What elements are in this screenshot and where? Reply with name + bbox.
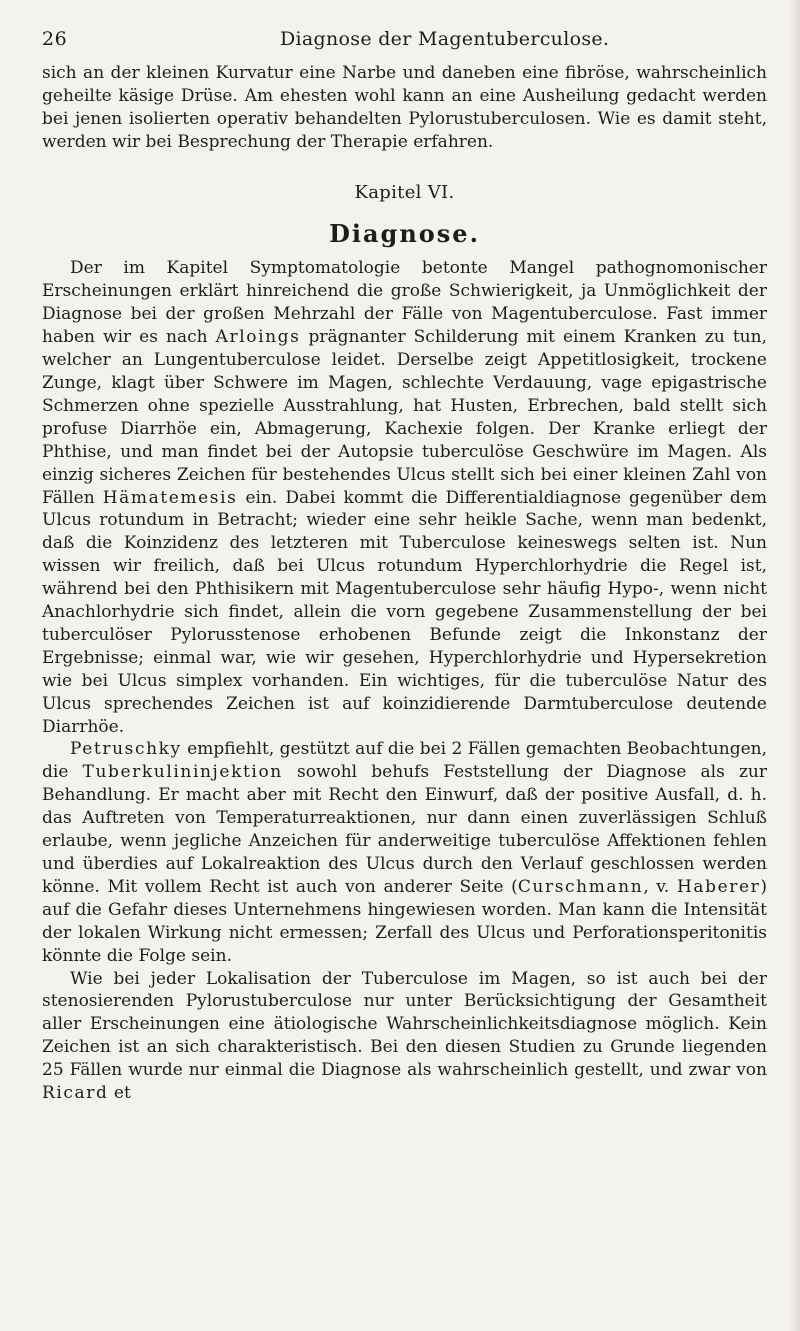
chapter-label: Kapitel VI. (354, 181, 455, 203)
author-haberer: Haberer (676, 876, 761, 897)
term-tuberkulininjektion: Tuberkulininjektion (82, 762, 283, 783)
text-run: prägnanter Schilderung mit einem Kranken zu tun, welcher an Lungentuberculose leidet. Derselbe zeigt Appetitlosigkeit, trockene Zunge, klagt über Schwere im Magen, schlechte Verdauung, vage epigastrische Schmerzen ohne spezielle Ausstrahlung, hat Husten, Erbrechen, bald stellt sich profuse Diarrhöe ein, Abmagerung, Kachexie folgen. Der Kranke erliegt der Phthise, und man findet bei der Autopsie tuberculöse Geschwüre im Magen. Als einzig sicheres Zeichen für bestehendes Ulcus stellt sich bei einer kleinen Zahl von Fällen (42, 327, 767, 508)
intro-paragraph: sich an der kleinen Kurvatur eine Narbe und daneben eine fibröse, wahrscheinlich geheilte käsige Drüse. Am ehesten wohl kann an eine Ausheilung gedacht werden bei jenen isolierten operativ behandelten Pylorustuberculosen. Wie es damit steht, werden wir bei Besprechung der Therapie erfahren. (42, 63, 767, 152)
author-ricard: Ricard (42, 1083, 109, 1104)
text-run: empfiehlt, gestützt auf die bei 2 Fällen gemachten Beobachtungen, die (42, 739, 767, 783)
paragraph-pylorus (42, 968, 767, 1105)
running-header (42, 28, 767, 62)
chapter-heading: Diagnose. (329, 218, 480, 248)
author-petruschky: Petruschky (70, 739, 182, 760)
page-edge-shadow (788, 0, 800, 1331)
body-text (42, 62, 767, 1105)
text-run: et (108, 1083, 131, 1104)
text-run: sowohl behufs Feststellung der Diagnose als zur Behandlung. Er macht aber mit Recht den Einwurf, daß der positive Ausfall, d. h. das Auftreten von Temperaturreaktionen, nur dann einen zuverlässigen Schluß erlaube, wenn jegliche Anzeichen für anderweitige tuberculöse Affektionen fehlen und überdies auf Lokalreaktion des Ulcus durch den Verlauf geschlossen werden könne. Mit vollem Recht ist auch von anderer Seite ( (42, 762, 767, 897)
paragraph-symptoms (42, 257, 767, 738)
term-haematemesis: Hämatemesis (102, 487, 238, 508)
running-title: Diagnose der Magentuberculose. (280, 28, 610, 50)
page-number: 26 (42, 28, 68, 50)
book-page (42, 28, 767, 1105)
text-run: Wie bei jeder Lokalisation der Tuberculose im Magen, so ist auch bei der stenosierenden Pylorustuberculose nur unter Berücksichtigung der Gesamtheit aller Erscheinungen eine ätiologische Wahrscheinlichkeitsdiagnose möglich. Kein Zeichen ist an sich charakteristisch. Bei den diesen Studien zu Grunde liegenden 25 Fällen wurde nur einmal die Diagnose als wahrscheinlich gestellt, und zwar von (42, 968, 767, 1081)
text-run: ) auf die Gefahr dieses Unternehmens hingewiesen worden. Man kann die Intensität der lokalen Wirkung nicht ermessen; Zerfall des Ulcus und Perforationsperitonitis könnte die Folge sein. (42, 876, 768, 966)
author-curschmann: Curschmann (517, 876, 644, 897)
author-arloings: Arloings (215, 327, 301, 348)
text-run: Der im Kapitel Symptomatologie betonte Mangel pathognomonischer Erscheinungen erklärt hinreichend die große Schwierigkeit, ja Unmöglichkeit der Diagnose bei der großen Mehrzahl der Fälle von Magentuberculose. Fast immer haben wir es nach (42, 258, 767, 348)
text-run: , v. (643, 876, 677, 897)
paragraph-tuberkulin (42, 738, 767, 967)
text-run: ein. Dabei kommt die Differentialdiagnose gegenüber dem Ulcus rotundum in Betracht; wieder eine sehr heikle Sache, wenn man bedenkt, daß die Koinzidenz des letzteren mit Tuberculose keineswegs selten ist. Nun wissen wir freilich, daß bei Ulcus rotundum Hyperchlorhydrie die Regel ist, während bei den Phthisikern mit Magentuberculose sehr häufig Hypo-, wenn nicht Anachlorhydrie sich findet, allein die vorn gegebene Zusammenstellung der bei tuberculöser Pylorusstenose erhobenen Befunde zeigt die Inkonstanz der Ergebnisse; einmal war, wie wir gesehen, Hyperchlorhydrie und Hypersekretion wie bei Ulcus simplex vorhanden. Ein wichtiges, für die tuberculöse Natur des Ulcus sprechendes Zeichen ist auf koinzidierende Darmtuberculose deutende Diarrhöe. (42, 487, 767, 737)
